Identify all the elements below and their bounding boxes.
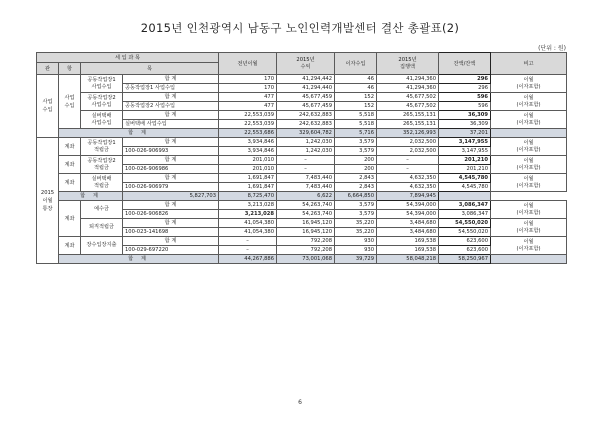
mok-cell: 공동작업장2 적립금 [81,156,123,174]
note-cell: 이월 (이자포함) [491,111,567,129]
bal-cell: 623,600 [439,246,491,255]
bal-cell: 7,894,945 [377,192,439,201]
table-row [37,111,567,120]
note-cell [491,129,567,138]
int-cell: 46 [335,84,377,93]
rev-cell: 7,483,440 [277,183,335,192]
int-cell: 3,579 [335,201,377,210]
exec-cell: 54,394,000 [377,201,439,210]
bal-cell: 596 [439,102,491,111]
total-row [37,255,567,264]
rev-cell: 41,294,440 [277,84,335,93]
exec-cell: 3,484,680 [377,219,439,228]
exec-cell: 41,294,360 [377,75,439,84]
rev-cell: 242,632,883 [277,111,335,120]
subtotal-label: 합 계 [59,192,123,201]
table-row [37,93,567,102]
exec-cell: 6,664,850 [335,192,377,201]
exec-cell: 2,032,500 [377,138,439,147]
unit-label: (단위 : 원) [538,45,566,52]
exec-cell: – [377,156,439,165]
header-interest: 이자수입 [335,53,377,75]
prev-cell: 3,934,846 [219,147,277,156]
int-cell: 2,843 [335,183,377,192]
bal-cell: 54,550,020 [439,228,491,237]
note-cell: 이월 (이자포함) [491,93,567,111]
section-transfer: 2015 이월 통장 [37,138,59,264]
prev-cell: 3,213,028 [219,201,277,210]
item-cell: 100-026-906986 [123,165,219,174]
prev-cell: 3,213,028 [219,210,277,219]
section-business-income: 사업 수입 [37,75,59,138]
header-hang: 항 [59,63,81,75]
int-cell: 5,518 [335,120,377,129]
exec-cell: 58,048,218 [377,255,439,264]
note-cell [491,255,567,264]
int-cell: 3,579 [335,147,377,156]
table-row [37,219,567,228]
rev-cell: 792,208 [277,246,335,255]
exec-cell: 4,632,350 [377,183,439,192]
item-cell: 합 계 [123,201,219,210]
bal-cell: 4,545,780 [439,174,491,183]
int-cell: 200 [335,156,377,165]
rev-cell: 54,263,740 [277,210,335,219]
total-label: 합 계 [59,255,219,264]
bal-cell: 4,545,780 [439,183,491,192]
rev-cell: 1,242,030 [277,138,335,147]
prev-cell: 22,553,039 [219,111,277,120]
table-row [37,201,567,210]
exec-cell: 169,538 [377,246,439,255]
exec-cell: 4,632,350 [377,174,439,183]
rev-cell: 7,483,440 [277,174,335,183]
item-cell: 실버택배 사업수입 [123,120,219,129]
note-cell: 이월 (이자포함) [491,156,567,174]
subtotal-label: 합 계 [59,129,219,138]
int-cell: 35,220 [335,228,377,237]
item-cell: 100-026-906826 [123,210,219,219]
note-cell: 이월 (이자포함) [491,138,567,156]
bal-cell: 596 [439,93,491,102]
int-cell: 6,622 [277,192,335,201]
exec-cell: 41,294,360 [377,84,439,93]
bal-cell: 3,147,955 [439,147,491,156]
header-mok: 목 [81,63,219,75]
note-cell: 이월 (이자포함) [491,75,567,93]
int-cell: 35,220 [335,219,377,228]
settlement-table [36,52,567,264]
rev-cell: 73,001,068 [277,255,335,264]
bal-cell: 36,309 [439,120,491,129]
int-cell: 930 [335,237,377,246]
exec-cell: 169,538 [377,237,439,246]
bal-cell: 296 [439,75,491,84]
rev-cell: 16,945,120 [277,219,335,228]
item-cell: 합 계 [123,93,219,102]
rev-cell: 242,632,883 [277,120,335,129]
bal-cell: 201,210 [439,156,491,165]
int-cell: 930 [335,246,377,255]
mok-cell: 공동작업장1 적립금 [81,138,123,156]
bal-cell: 3,086,347 [439,201,491,210]
note-cell [439,192,491,201]
gwan-cell: 계좌 [59,201,81,237]
prev-cell: 170 [219,84,277,93]
exec-cell: 352,126,993 [377,129,439,138]
item-cell: 공동작업장2 사업수입 [123,102,219,111]
gwan-cell: 계좌 [59,237,81,255]
mok-cell: 퇴직적립금 [81,219,123,237]
item-cell: 100-023-141698 [123,228,219,237]
item-cell: 100-026-906993 [123,147,219,156]
table-row [37,237,567,246]
rev-cell: 8,725,470 [219,192,277,201]
exec-cell: 45,677,502 [377,93,439,102]
prev-cell: 44,267,886 [219,255,277,264]
mok-cell: 실버택배 적립금 [81,174,123,192]
item-cell: 공동작업장1 사업수입 [123,84,219,93]
item-cell: 합 계 [123,237,219,246]
exec-cell: 265,155,131 [377,120,439,129]
header-note: 비고 [491,53,567,75]
item-cell: 100-026-906979 [123,183,219,192]
exec-cell: 265,155,131 [377,111,439,120]
item-cell: 합 계 [123,111,219,120]
subtotal-row [37,192,567,201]
header-category: 세 입 과 목 [37,53,219,63]
int-cell: 3,579 [335,210,377,219]
prev-cell: 1,691,847 [219,183,277,192]
rev-cell: 1,242,030 [277,147,335,156]
prev-cell: 201,010 [219,165,277,174]
bal-cell: 3,086,347 [439,210,491,219]
prev-cell: 41,054,380 [219,219,277,228]
bal-cell: 58,250,967 [439,255,491,264]
int-cell: 152 [335,93,377,102]
table-row [37,174,567,183]
prev-cell: 22,553,039 [219,120,277,129]
note-cell: 이월 (이자포함) [491,201,567,219]
prev-cell: 201,010 [219,156,277,165]
bal-cell: 201,210 [439,165,491,174]
rev-cell: 792,208 [277,237,335,246]
rev-cell: – [277,156,335,165]
mok-cell: 공동작업장1 사업수입 [81,75,123,93]
int-cell: 39,729 [335,255,377,264]
exec-cell: 3,484,680 [377,228,439,237]
rev-cell: 54,263,740 [277,201,335,210]
header-balance: 잔액/잔액 [439,53,491,75]
int-cell: 200 [335,165,377,174]
prev-cell: 3,934,846 [219,138,277,147]
header-revenue: 2015년 수익 [277,53,335,75]
rev-cell: – [277,165,335,174]
bal-cell: 54,550,020 [439,219,491,228]
section-business-hang: 사업 수입 [59,75,81,129]
prev-cell: 5,827,703 [123,192,219,201]
document-title: 2015년 인천광역시 남동구 노인인력개발센터 결산 총괄표(2) [140,21,460,35]
rev-cell: 329,604,782 [277,129,335,138]
int-cell: 2,843 [335,174,377,183]
bal-cell: 37,201 [439,129,491,138]
int-cell: 5,518 [335,111,377,120]
mok-cell: 실버택배 사업수입 [81,111,123,129]
bal-cell: 36,309 [439,111,491,120]
item-cell: 합 계 [123,156,219,165]
header-exec: 2015년 집행액 [377,53,439,75]
table-row [37,75,567,84]
item-cell: 합 계 [123,174,219,183]
int-cell: 46 [335,75,377,84]
prev-cell: 1,691,847 [219,174,277,183]
prev-cell: 170 [219,75,277,84]
page-number: 6 [298,399,302,406]
rev-cell: 16,945,120 [277,228,335,237]
bal-cell: 296 [439,84,491,93]
table-row [37,138,567,147]
subtotal-row [37,129,567,138]
note-cell: 이월 (이자포함) [491,174,567,192]
mok-cell: 예수금 [81,201,123,219]
prev-cell: – [219,237,277,246]
item-cell: 합 계 [123,138,219,147]
table-row [37,156,567,165]
header-prev-year: 전년이월 [219,53,277,75]
header-gwan: 관 [37,63,59,75]
prev-cell: 22,553,686 [219,129,277,138]
item-cell: 100-029-697220 [123,246,219,255]
item-cell: 합 계 [123,75,219,84]
int-cell: 152 [335,102,377,111]
bal-cell: 623,600 [439,237,491,246]
rev-cell: 41,294,442 [277,75,335,84]
prev-cell: 477 [219,102,277,111]
bal-cell: 3,147,955 [439,138,491,147]
int-cell: 5,716 [335,129,377,138]
prev-cell: 41,054,380 [219,228,277,237]
item-cell: 합 계 [123,219,219,228]
exec-cell: 54,394,000 [377,210,439,219]
rev-cell: 45,677,459 [277,102,335,111]
gwan-cell: 계좌 [59,156,81,174]
int-cell: 3,579 [335,138,377,147]
prev-cell: 477 [219,93,277,102]
mok-cell: 공동작업장2 사업수입 [81,93,123,111]
rev-cell: 45,677,459 [277,93,335,102]
mok-cell: 장수입장지출 [81,237,123,255]
prev-cell: – [219,246,277,255]
exec-cell: 45,677,502 [377,102,439,111]
note-cell: 이월 (이자포함) [491,219,567,237]
gwan-cell: 계좌 [59,174,81,192]
gwan-cell: 계좌 [59,138,81,156]
exec-cell: – [377,165,439,174]
exec-cell: 2,032,500 [377,147,439,156]
note-cell: 이월 (이자포함) [491,237,567,255]
